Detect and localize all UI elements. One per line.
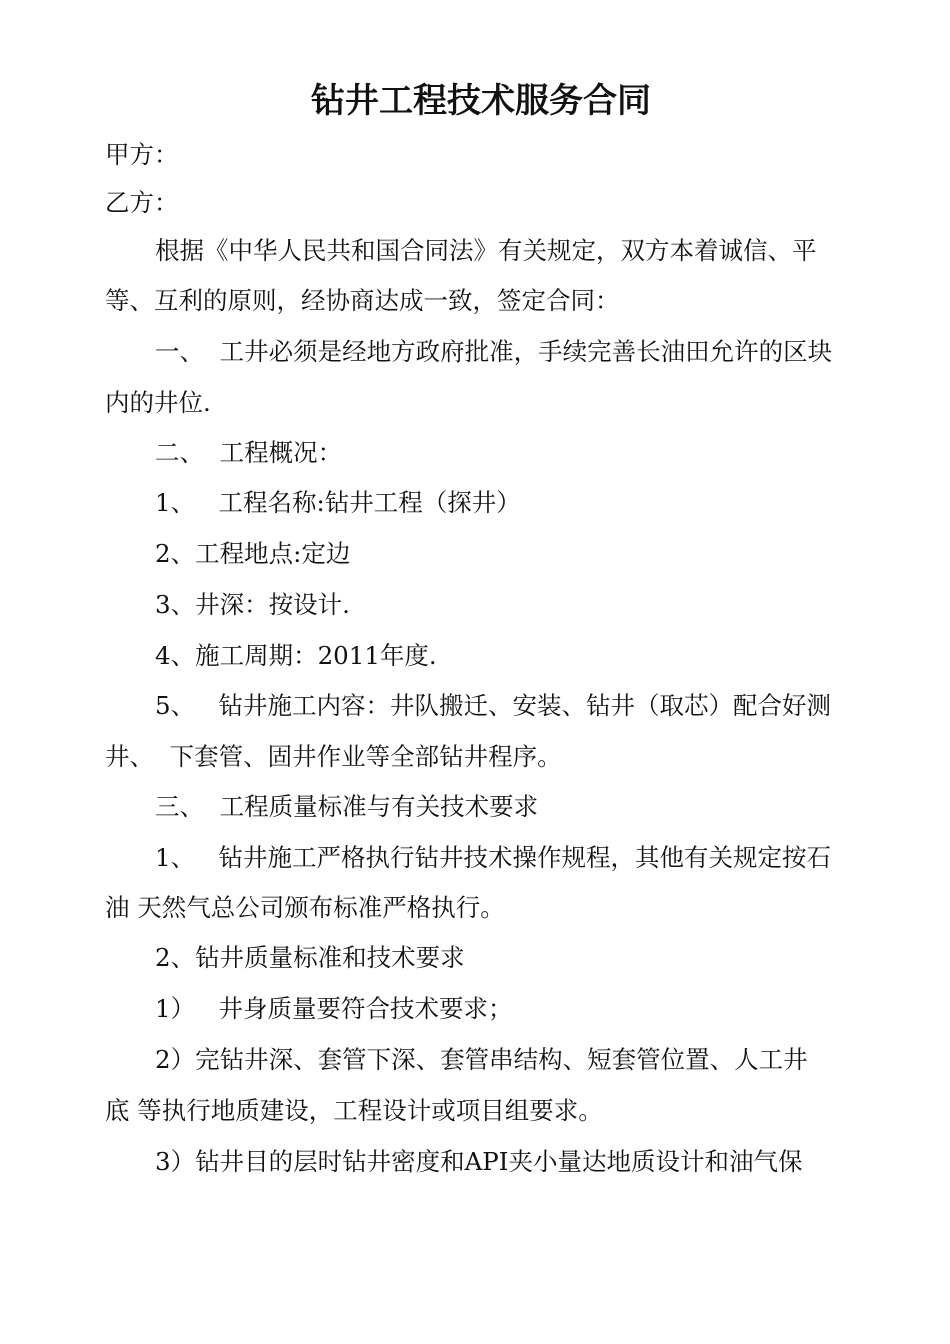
item-content-line-1: 5、 钻井施工内容：井队搬迁、安装、钻井（取芯）配合好测 [155, 691, 831, 720]
clause-1-line-1: 一、 工井必须是经地方政府批准，手续完善长油田允许的区块 [155, 337, 833, 366]
preamble-line-1: 根据《中华人民共和国合同法》有关规定，双方本着诚信、平 [155, 236, 817, 265]
item-content-line-2: 井、 下套管、固井作业等全部钻井程序。 [105, 742, 562, 771]
party-a-line: 甲方： [105, 140, 179, 169]
clause-2-heading: 二、 工程概况： [155, 438, 343, 467]
document-title: 钻井工程技术服务合同 [311, 81, 651, 121]
clause-3-heading: 三、 工程质量标准与有关技术要求 [155, 792, 539, 821]
party-b-line: 乙方： [105, 188, 179, 217]
preamble-line-2: 等、互利的原则，经协商达成一致，签定合同： [105, 286, 620, 315]
item-project-name: 1、 工程名称:钻井工程（探井） [155, 488, 521, 517]
sub-item-3-line-1: 3）钻井目的层时钻井密度和API夹小量达地质设计和油气保 [155, 1147, 803, 1176]
sub-item-1: 1） 井身质量要符合技术要求； [155, 994, 513, 1023]
clause-3-item-2: 2、钻井质量标准和技术要求 [155, 943, 465, 972]
item-project-site: 2、工程地点:定边 [155, 539, 351, 568]
sub-item-2-line-2: 底 等执行地质建设，工程设计或项目组要求。 [105, 1096, 603, 1125]
sub-item-2-line-1: 2）完钻井深、套管下深、套管串结构、短套管位置、人工井 [155, 1045, 808, 1074]
clause-1-line-2: 内的井位. [105, 388, 211, 417]
clause-3-item-1-line-1: 1、 钻井施工严格执行钻井技术操作规程，其他有关规定按石 [155, 843, 831, 872]
clause-3-item-1-line-2: 油 天然气总公司颁布标准严格执行。 [105, 893, 505, 922]
item-well-depth: 3、井深：按设计. [155, 590, 350, 619]
item-period: 4、施工周期：2011年度. [155, 641, 437, 670]
